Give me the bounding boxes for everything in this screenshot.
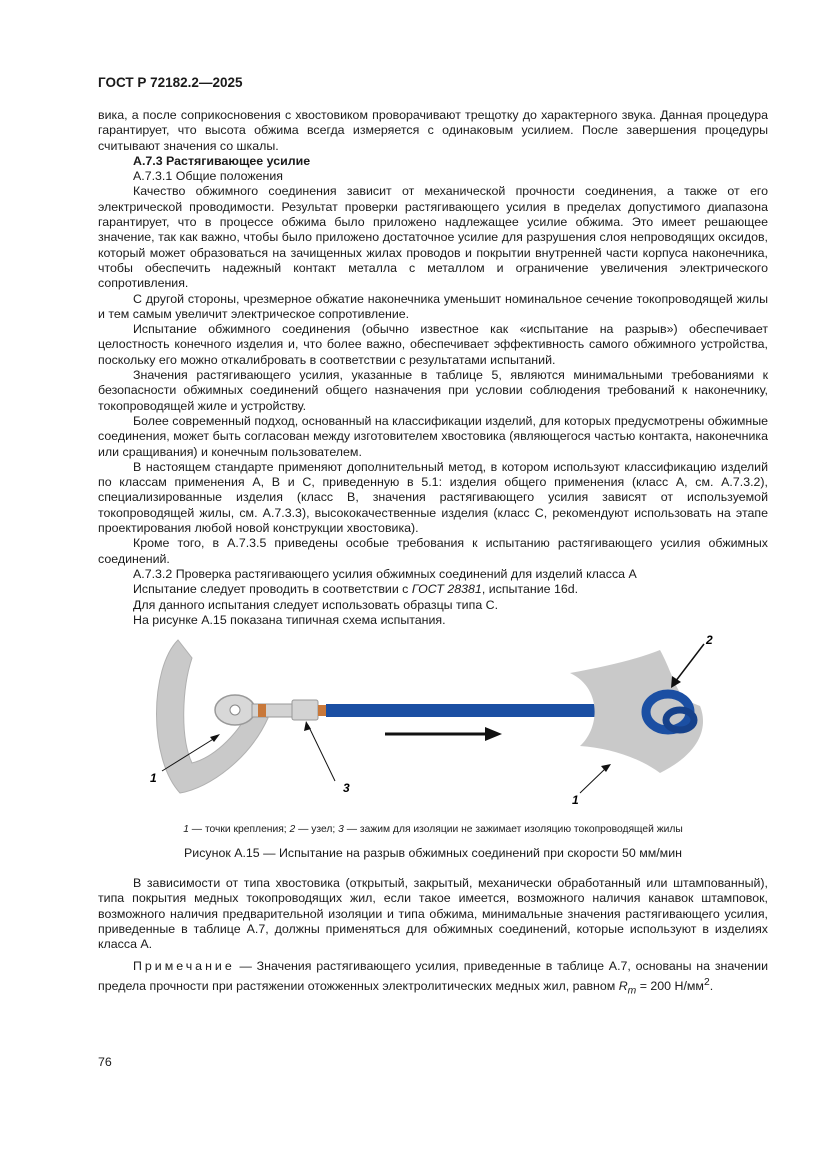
paragraph: В зависимости от типа хвостовика (открытый, закрытый, механически обработанный или штампованный), типа покрытия медных токопроводящих жил, если такое имеется, возможного наличия канавок штамповок, возможного наличия предварительной изоляции и типа обжима, минимальные значения растягивающего усилия, приведенные в таблице А.7, должны применяться для обжимных соединений, которые используют в изделиях класса А. (98, 876, 768, 952)
text-segment: , испытание 16d. (481, 582, 579, 597)
body-text-lower (98, 876, 768, 999)
legend-text: — зажим для изоляции не зажимает изоляцию токопроводящей жилы (343, 824, 683, 835)
label-1-right: 1 (572, 793, 579, 807)
legend-text: — точки крепления; (188, 824, 290, 835)
figure-legend (98, 824, 768, 835)
label-1-left: 1 (150, 771, 157, 785)
legend-number: 2 (289, 824, 296, 835)
text-segment: Испытание следует проводить в соответствии с (133, 582, 412, 597)
page-number: 76 (98, 1055, 112, 1069)
leader-3 (308, 725, 335, 781)
insulation-grip (292, 700, 318, 720)
crimp-sleeve (258, 704, 266, 717)
subscript-text: m (627, 985, 637, 997)
section-title: А.7.3 Растягивающее усилие (133, 153, 311, 168)
standard-reference: ГОСТ 28381 (411, 582, 482, 597)
formula-subscript (628, 985, 637, 996)
paragraph: С другой стороны, чрезмерное обжатие наконечника уменьшит номинальное сечение токопроводящей жилы и тем самым увеличит электрическое сопротивление. (98, 291, 768, 321)
cable-end-sleeve (318, 705, 326, 716)
paragraph: Качество обжимного соединения зависит от механической прочности соединения, а также от его электрической проводимости. Результат проверки растягивающего усилия в пределах допустимого диапазона гарантирует, что в процессе обжима было приложено надлежащее усилие обжима. Это имеет решающее значение, так как важно, чтобы было приложено достаточное усилие для разрушения слоя непроводящих оксидов, который может образоваться на зачищенных жилах проводов и покрытии внутренней части корпуса наконечника, чтобы обеспечить надежный контакт металла с металлом и ограничение увеличения электрического сопротивления. (98, 184, 768, 291)
note-text: — Значения растягивающего усилия, приведенные в таблице А.7, основаны на значении предела прочности при растяжении отожженных электролитических медных жил, равном (98, 959, 768, 993)
leader-1-right (580, 768, 606, 793)
label-3: 3 (343, 781, 350, 795)
body-text (98, 108, 768, 628)
paragraph: На рисунке А.15 показана типичная схема испытания. (133, 612, 446, 627)
pull-arrow-head (485, 727, 502, 741)
paragraph: Более современный подход, основанный на классификации изделий, для которых предусмотрены обжимные соединения, может быть согласован между изготовителем хвостовика (являющегося частью контакта, наконечника или сращивания) и конечным пользователем. (98, 413, 768, 459)
legend-text: — узел; (295, 824, 339, 835)
note-label: Примечание (133, 959, 235, 974)
note-end: . (709, 978, 714, 993)
leader-1-left-head (210, 734, 220, 742)
formula-symbol: R (618, 978, 628, 993)
paragraph-reference (98, 582, 768, 597)
subsection-heading: А.7.3.2 Проверка растягивающего усилия обжимных соединений для изделий класса А (133, 566, 637, 581)
paragraph: Испытание обжимного соединения (обычно известное как «испытание на разрыв») обеспечивает целостность конечного изделия и, что более важно, обеспечивает эффективность самого обжимного устройства, поскольку его можно откалибровать в соответствии с результатами испытаний. (98, 322, 768, 367)
formula-superscript: 2 (703, 976, 710, 988)
paragraph: Для данного испытания следует использовать образцы типа С. (133, 597, 499, 612)
legend-number: 1 (183, 824, 189, 835)
figure-caption: Рисунок А.15 — Испытание на разрыв обжимных соединений при скорости 50 мм/мин (184, 846, 682, 860)
document-id: ГОСТ Р 72182.2—2025 (98, 75, 243, 90)
legend-number: 3 (338, 824, 344, 835)
terminal-hole (230, 705, 240, 715)
paragraph: Значения растягивающего усилия, указанные в таблице 5, являются минимальными требованиями к безопасности обжимных соединений общего назначения при условии соблюдения требований к наконечнику, токопроводящей жиле и устройству. (98, 368, 768, 413)
test-diagram (140, 628, 720, 813)
leader-2 (675, 644, 704, 682)
paragraph: В настоящем стандарте применяют дополнительный метод, в котором используют классификацию изделий по классам применения А, В и С, приведенную в 5.1: изделия общего применения (класс А, см. А.7.3.2), специализированные изделия (класс В, значения растягивающего усилия зависят от используемой токопроводящей жилы, см. А.7.3.3), высококачественные изделия (класс С, рекомендуют использовать на этапе проектирования любой новой конструкции хвостовика). (98, 459, 768, 536)
formula-value: = 200 Н/мм (636, 978, 704, 993)
paragraph-continued: вика, а после соприкосновения с хвостовиком проворачивают трещотку до характерного звука. Данная процедура гарантирует, что высота обжима всегда измеряется с одинаковым усилием. После завершения процедуры считывают значения со шкалы. (98, 108, 768, 153)
paragraph: Кроме того, в А.7.3.5 приведены особые требования к испытанию растягивающего усилия обжимных соединений. (98, 536, 768, 566)
note (98, 959, 768, 998)
subsection-heading: А.7.3.1 Общие положения (133, 169, 283, 184)
label-2: 2 (706, 633, 713, 647)
